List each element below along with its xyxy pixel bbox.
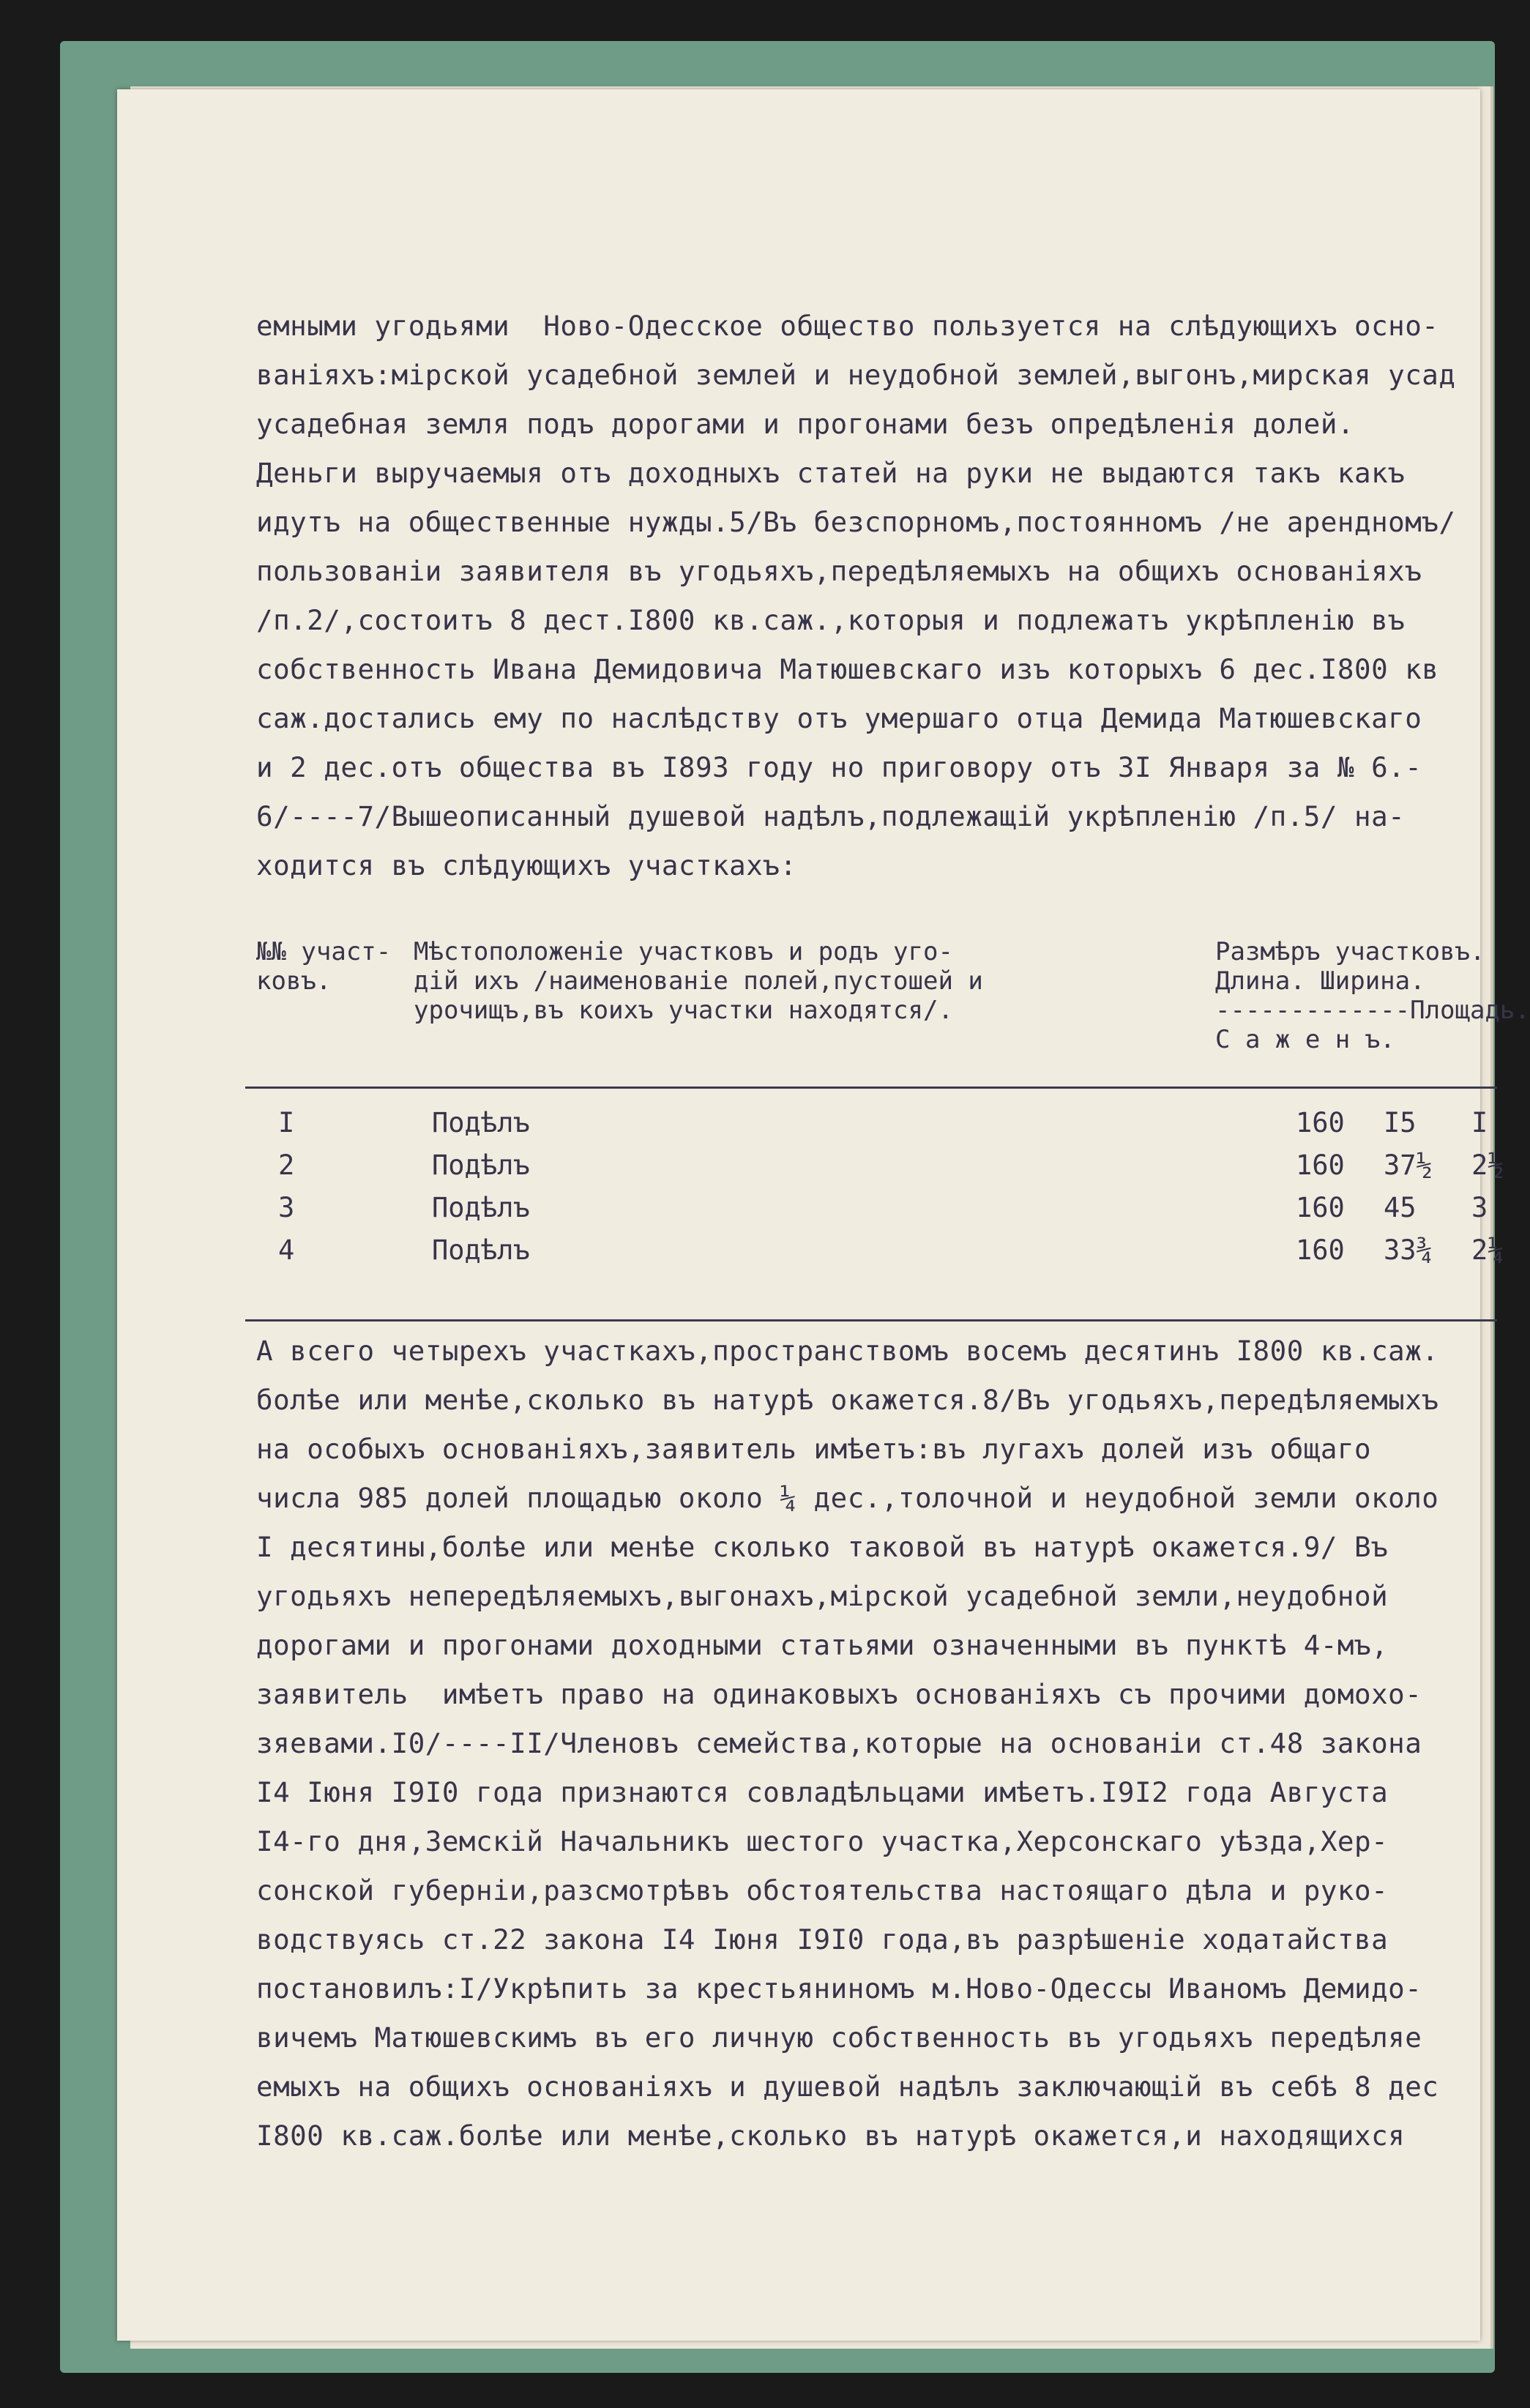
- text-line: дорогами и прогонами доходными статьями означенными въ пунктѣ 4-мъ,: [256, 1629, 1389, 1661]
- cell-place: Подѣлъ: [432, 1192, 530, 1223]
- text-line: А всего четырехъ участкахъ,пространствомъ восемъ десятинъ I800 кв.саж.: [256, 1335, 1439, 1367]
- text-line: I800 кв.саж.болѣе или менѣе,сколько въ натурѣ окажется,и находящихся: [256, 2120, 1406, 2152]
- text-line: I4 Іюня I9I0 года признаются совладѣльцами имѣетъ.I9I2 года Августа: [256, 1776, 1389, 1808]
- cell-num: I: [278, 1107, 295, 1138]
- text-line: емными угодьями Ново-Одесское общество пользуется на слѣдующихъ осно-: [256, 310, 1439, 342]
- cell-length: 160: [1296, 1149, 1345, 1181]
- text-line: водствуясь ст.22 закона I4 Іюня I9I0 года,въ разрѣшеніе ходатайства: [256, 1923, 1389, 1956]
- text-line: на особыхъ основаніяхъ,заявитель имѣетъ:въ лугахъ долей изъ общаго: [256, 1433, 1372, 1465]
- col-number-header: №№ участ- ковъ.: [256, 937, 392, 996]
- cell-place: Подѣлъ: [432, 1234, 530, 1266]
- table-row: [256, 1104, 1486, 1147]
- text-line: вичемъ Матюшевскимъ въ его личную собственность въ угодьяхъ передѣляе: [256, 2021, 1422, 2054]
- text-line: числа 985 долей площадью около ¼ дес.,толочной и неудобной земли около: [256, 1482, 1439, 1514]
- col-location-header: Мѣстоположеніе участковъ и родъ уго- дій ихъ /наименованіе полей,пустошей и урочищъ,въ коихъ участки находятся/.: [414, 937, 983, 1025]
- cell-area: I: [1471, 1107, 1488, 1138]
- text-line: Деньги выручаемыя отъ доходныхъ статей на руки не выдаются такъ какъ: [256, 457, 1406, 489]
- text-line: идутъ на общественные нужды.5/Въ безспорномъ,постоянномъ /не арендномъ/: [256, 506, 1456, 538]
- cell-length: 160: [1296, 1192, 1345, 1223]
- text-line: зяевами.I0/----II/Членовъ семейства,которые на основаніи ст.48 закона: [256, 1727, 1422, 1759]
- text-line: 6/----7/Вышеописанный душевой надѣлъ,подлежащій укрѣпленію /п.5/ на-: [256, 800, 1406, 832]
- cell-width: 37½: [1384, 1149, 1433, 1181]
- table-row: [256, 1231, 1504, 1274]
- text-line: саж.достались ему по наслѣдству отъ умершаго отца Демида Матюшевскаго: [256, 702, 1422, 734]
- cell-width: 33¾: [1384, 1234, 1433, 1266]
- table-row: [256, 1189, 1486, 1231]
- text-line: сонской губерніи,разсмотрѣвъ обстоятельства настоящаго дѣла и руко-: [256, 1874, 1389, 1906]
- table-header: [256, 937, 1530, 1076]
- col-size-header: Размѣръ участковъ. Длина. Ширина. -------------Площадь. С а ж е н ъ.: [1215, 937, 1530, 1054]
- text-line: угодьяхъ непередѣляемыхъ,выгонахъ,мірской усадебной земли,неудобной: [256, 1580, 1389, 1612]
- cell-area: 3: [1471, 1192, 1488, 1223]
- cell-place: Подѣлъ: [432, 1149, 530, 1181]
- text-line: I десятины,болѣе или менѣе сколько таковой въ натурѣ окажется.9/ Въ: [256, 1531, 1389, 1563]
- cell-length: 160: [1296, 1107, 1345, 1138]
- cell-width: 45: [1384, 1192, 1417, 1223]
- cell-width: I5: [1384, 1107, 1417, 1138]
- intro-text: [256, 302, 1486, 890]
- table-row: [256, 1147, 1504, 1189]
- text-line: и 2 дес.отъ общества въ I893 году но приговору отъ 3I Января за № 6.-: [256, 751, 1422, 783]
- cell-place: Подѣлъ: [432, 1107, 530, 1138]
- text-line: емыхъ на общихъ основаніяхъ и душевой надѣлъ заключающій въ себѣ 8 дес: [256, 2070, 1439, 2103]
- table-bottom-rule: [245, 1319, 1497, 1322]
- text-line: пользованіи заявителя въ угодьяхъ,передѣляемыхъ на общихъ основаніяхъ: [256, 555, 1422, 587]
- cell-num: 2: [278, 1149, 295, 1181]
- table-rows: [256, 1098, 1504, 1274]
- closing-text: [256, 1327, 1486, 2161]
- text-line: усадебная земля подъ дорогами и прогонами безъ опредѣленія долей.: [256, 408, 1354, 440]
- cell-num: 4: [278, 1234, 295, 1266]
- text-line: постановилъ:I/Укрѣпить за крестьяниномъ м.Ново-Одессы Иваномъ Демидо-: [256, 1972, 1422, 2005]
- table-top-rule: [245, 1086, 1497, 1089]
- text-line: болѣе или менѣе,сколько въ натурѣ окажется.8/Въ угодьяхъ,передѣляемыхъ: [256, 1384, 1439, 1416]
- cell-area: 2¼: [1471, 1234, 1504, 1266]
- cell-num: 3: [278, 1192, 295, 1223]
- text-line: ходится въ слѣдующихъ участкахъ:: [256, 849, 797, 881]
- cell-length: 160: [1296, 1234, 1345, 1266]
- text-line: ваніяхъ:мірской усадебной землей и неудобной землей,выгонъ,мирская усад: [256, 359, 1456, 391]
- text-line: собственность Ивана Демидовича Матюшевскаго изъ которыхъ 6 дес.I800 кв: [256, 653, 1439, 685]
- text-line: I4-го дня,Земскій Начальникъ шестого участка,Херсонскаго уѣзда,Хер-: [256, 1825, 1389, 1857]
- cell-area: 2½: [1471, 1149, 1504, 1181]
- text-line: /п.2/,состоитъ 8 дест.I800 кв.саж.,которыя и подлежатъ укрѣпленію въ: [256, 604, 1406, 636]
- text-line: заявитель имѣетъ право на одинаковыхъ основаніяхъ съ прочими домохо-: [256, 1678, 1422, 1710]
- typewritten-page: [117, 89, 1530, 2341]
